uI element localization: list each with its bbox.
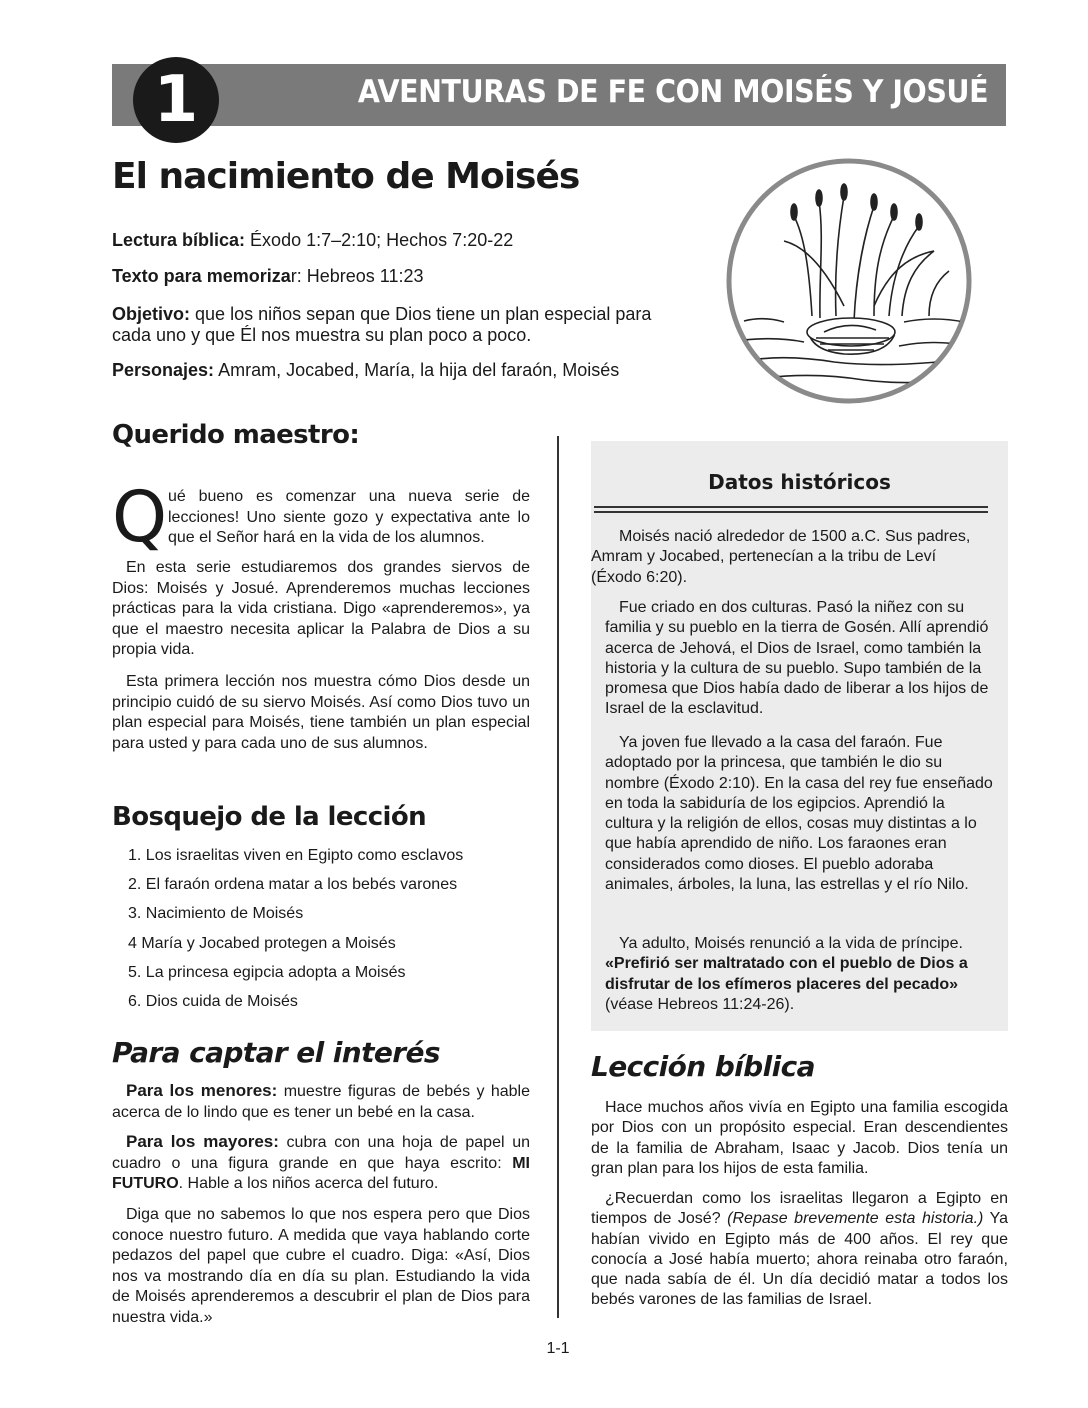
history-rule-bottom xyxy=(594,511,988,513)
teacher-paragraph-1: En esta serie estudiaremos dos grandes siervos de Dios: Moisés y Josué. Aprenderemos muchas lecciones prácticas para la vida cristiana. Digo «aprenderemos», ya que el maestro necesita aplicar la Palabra de Dios a su propia vida. xyxy=(112,559,530,658)
history-p4-quote: «Prefirió ser maltratado con el pueblo de Dios a disfrutar de los efímeros placeres del pecado» xyxy=(605,955,968,993)
older-bold: MI FUTURO xyxy=(112,1154,530,1192)
bible-paragraph-1: Hace muchos años vivía en Egipto una familia escogida por Dios con un propósito especial. Eran descendientes de la familia de Abraham, Isaac y Jacob. Dios tenía un gran plan para los hijos de esta familia. xyxy=(591,1099,1008,1177)
objective-line xyxy=(112,304,672,346)
outline-item: 1. Los israelitas viven en Egipto como esclavos xyxy=(128,847,464,864)
history-paragraph-2: Fue criado en dos culturas. Pasó la niñez con su familia y su pueblo en la tierra de Gosén. Allí aprendió acerca de Jehová, el Dios de Israel, como también la historia y la cultura de su pueblo. Supo también de la promesa que Dios había dado de liberar a los hijos de Israel de la esclavitud. xyxy=(605,599,989,718)
outline-list xyxy=(128,846,548,1021)
younger-text: muestre figuras de bebés y hable acerca de lo lindo que es tener un bebé en la casa. xyxy=(112,1083,530,1121)
characters-line xyxy=(112,360,672,381)
interest-paragraph-3: Diga que no sabemos lo que nos espera pero que Dios conoce nuestro futuro. A medida que vaya hablando corte pedazos del papel que cubre el cuadro. Diga: «Así, Dios nos va mostrando día en día su plan. Estudiando la vida de Moisés aprenderemos a descubrir el plan de Dios para nuestra vida.» xyxy=(112,1206,530,1326)
bible-p2-b: Ya habían vivido en Egipto más de 400 años. El rey que conocía a José había muerto; ahora reinaba otro faraón, que nada sabía de él. Un día decidió matar a todos los bebés varones de las familias de Israel. xyxy=(591,1210,1009,1309)
drop-cap: Q xyxy=(112,476,168,558)
bible-paragraph-2 xyxy=(591,1189,1008,1311)
chapter-title: AVENTURAS DE FE CON MOISÉS Y JOSUÉ xyxy=(357,74,988,110)
bible-lesson-heading: Lección bíblica xyxy=(591,1050,815,1083)
interest-older xyxy=(112,1132,530,1195)
older-text-a: cubra con una hoja de papel un cuadro o una figura grande en que haya escrito: xyxy=(112,1134,530,1172)
outline-item: 2. El faraón ordena matar a los bebés varones xyxy=(128,876,458,894)
teacher-paragraph-2: Esta primera lección nos muestra cómo Dios desde un principio cuidó de su siervo Moisés. Así como Dios tuvo un plan especial para Moisés, tiene también un plan especial para usted y para cada uno de sus alumnos. xyxy=(112,673,530,752)
older-label: Para los mayores: xyxy=(126,1132,279,1151)
history-paragraph-3: Ya joven fue llevado a la casa del faraón. Fue adoptado por la princesa, que también le dio su nombre (Éxodo 2:10). En la casa del rey fue enseñado en toda la sabiduría de los egipcios. Aprendió la cultura y la religión de ellos, cosas muy distintas a lo que había aprendido de niño. Los faraones eran considerados como dioses. El pueblo adoraba animales, árboles, la luna, las estrellas y el río Nilo. xyxy=(605,734,993,894)
page-number: 1-1 xyxy=(546,1340,570,1357)
column-divider xyxy=(557,436,559,1318)
history-p4-b: (véase Hebreos 11:24-26). xyxy=(605,995,795,1013)
reading-label: Lectura bíblica: xyxy=(112,230,246,250)
history-paragraph-1: Moisés nació alrededor de 1500 a.C. Sus padres, Amram y Jocabed, pertenecían a la tribu de Leví (Éxodo 6:20). xyxy=(591,528,971,586)
teacher-intro: ué bueno es comenzar una nueva serie de lecciones! Uno siente gozo y expectativa ante lo que el Señor hará en la vida de los alumnos. xyxy=(168,488,530,546)
memory-value: r: Hebreos 11:23 xyxy=(290,266,424,286)
lesson-title: El nacimiento de Moisés xyxy=(112,156,580,197)
basket-reeds-illustration xyxy=(724,156,974,406)
bible-p2-italic: (Repase brevemente esta historia.) xyxy=(727,1210,984,1228)
interest-younger xyxy=(112,1081,530,1123)
outline-item: 3. Nacimiento de Moisés xyxy=(128,905,304,923)
history-heading: Datos históricos xyxy=(708,470,891,494)
outline-item: 4 María y Jocabed protegen a Moisés xyxy=(128,934,396,952)
interest-heading: Para captar el interés xyxy=(112,1036,440,1069)
outline-heading: Bosquejo de la lección xyxy=(112,802,426,832)
older-text-b: . Hable a los niños acerca del futuro. xyxy=(178,1175,439,1192)
bible-p2-a: ¿Recuerdan como los israelitas llegaron a Egipto en tiempos de José? xyxy=(591,1190,1008,1228)
outline-item: 6. Dios cuida de Moisés xyxy=(128,992,298,1010)
history-rule-top xyxy=(594,506,988,508)
history-p4-a: Ya adulto, Moisés renunció a la vida de príncipe. xyxy=(619,935,963,952)
teacher-heading: Querido maestro: xyxy=(112,420,360,450)
characters-value: Amram, Jocabed, María, la hija del faraón, Moisés xyxy=(218,360,620,380)
characters-label: Personajes: xyxy=(112,360,215,380)
memory-line xyxy=(112,266,672,287)
reading-value: Éxodo 1:7–2:10; Hechos 7:20-22 xyxy=(250,230,514,250)
younger-label: Para los menores: xyxy=(126,1081,278,1100)
chapter-number-badge: 1 xyxy=(133,57,219,143)
outline-item: 5. La princesa egipcia adopta a Moisés xyxy=(128,963,406,981)
objective-label: Objetivo: xyxy=(112,304,191,324)
reading-line xyxy=(112,230,672,251)
memory-label: Texto para memoriza xyxy=(112,266,291,286)
objective-value: que los niños sepan que Dios tiene un plan especial para cada uno y que Él nos muestra su plan poco a poco. xyxy=(112,304,652,345)
history-paragraph-4 xyxy=(605,934,993,1015)
